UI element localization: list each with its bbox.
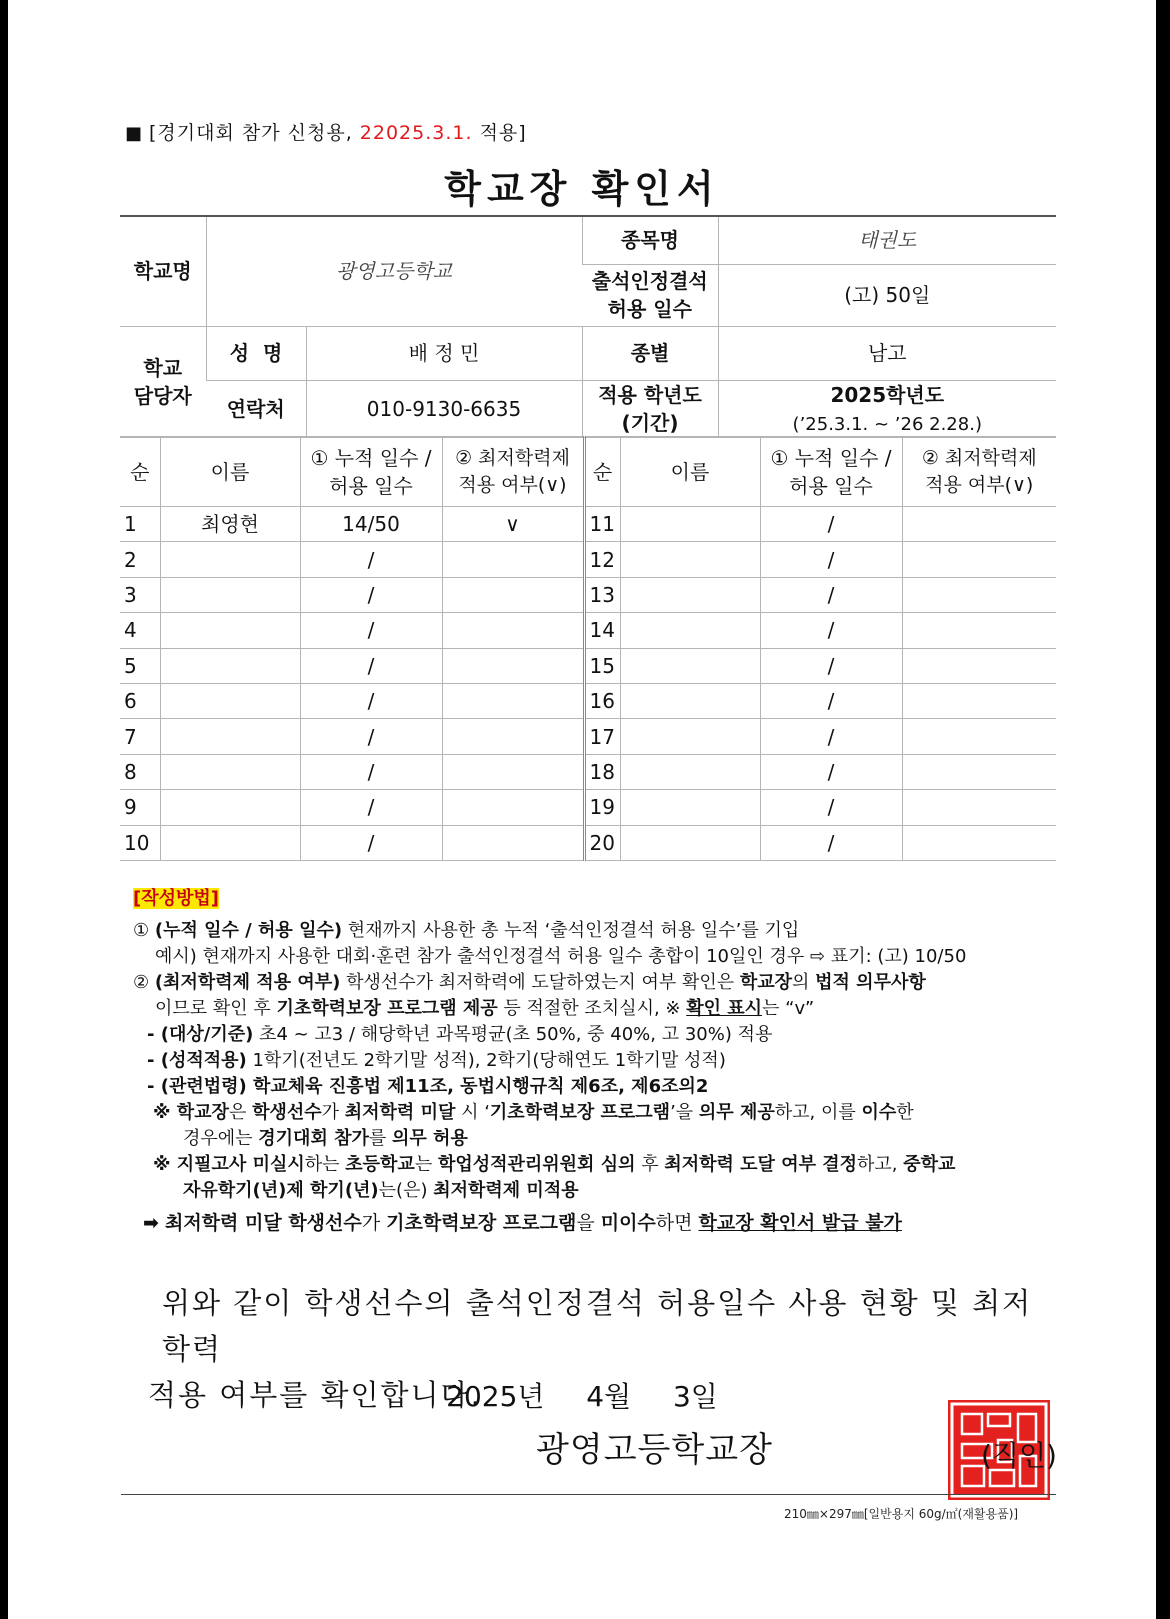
- minimum-check: [902, 754, 1056, 789]
- header-minimum: ② 최저학력제 적용 여부(∨): [442, 437, 584, 507]
- table-row: [120, 613, 1056, 648]
- category-label: 종별: [582, 326, 718, 380]
- instruction-line: - (성적적용) 1학기(전년도 2학기말 성적), 2학기(당해연도 1학기말 성적): [147, 1050, 726, 1071]
- minimum-check: ∨: [442, 507, 584, 542]
- cumulative-days: /: [760, 542, 902, 577]
- square-bullet-icon: ■: [125, 123, 144, 144]
- document-page: [8, 0, 1156, 1619]
- cumulative-days: /: [760, 683, 902, 718]
- student-name: [160, 683, 300, 718]
- category-value: 남고: [718, 326, 1056, 380]
- student-name: [160, 754, 300, 789]
- header-days: ① 누적 일수 / 허용 일수: [300, 437, 442, 507]
- minimum-check: [902, 507, 1056, 542]
- table-row: [120, 648, 1056, 683]
- row-number: 12: [584, 542, 620, 577]
- student-name: [620, 790, 760, 825]
- absence-allowance-value: (고) 50일: [718, 264, 1056, 326]
- row-number: 19: [584, 790, 620, 825]
- row-number: 6: [120, 683, 160, 718]
- event-value: 태권도: [718, 216, 1056, 264]
- cumulative-days: /: [300, 577, 442, 612]
- student-name: [620, 825, 760, 860]
- table-row: [120, 825, 1056, 860]
- manager-name-value: 배 정 민: [306, 326, 582, 380]
- row-number: 15: [584, 648, 620, 683]
- student-name: [620, 542, 760, 577]
- cumulative-days: /: [300, 790, 442, 825]
- minimum-check: [902, 790, 1056, 825]
- student-name: [160, 719, 300, 754]
- minimum-check: [902, 648, 1056, 683]
- instructions-heading: [작성방법]: [133, 888, 220, 909]
- school-info-table: [120, 215, 1056, 438]
- declaration-text: 위와 같이 학생선수의 출석인정결석 허용일수 사용 현황 및 최저학력 적용 여부를 확인합니다.: [148, 1286, 1033, 1412]
- minimum-check: [902, 825, 1056, 860]
- table-row: [120, 683, 1056, 718]
- instruction-line: 이므로 확인 후 기초학력보장 프로그램 제공 등 적절한 조치실시, ※ 확인 표시는 “v”: [155, 998, 815, 1019]
- minimum-check: [442, 825, 584, 860]
- row-number: 8: [120, 754, 160, 789]
- cumulative-days: /: [760, 719, 902, 754]
- header-days-2: ① 누적 일수 / 허용 일수: [760, 437, 902, 507]
- paper-spec: 210㎜×297㎜[일반용지 60g/㎡(재활용품)]: [784, 1507, 1019, 1521]
- instruction-line: ※ 지필고사 미실시하는 초등학교는 학업성적관리위원회 심의 후 최저학력 도달 여부 결정하고, 중학교: [153, 1154, 956, 1175]
- effective-date: 22025.3.1.: [359, 122, 473, 144]
- header-minimum-2: ② 최저학력제 적용 여부(∨): [902, 437, 1056, 507]
- applied-year-label: 적용 학년도 (기간): [582, 380, 718, 437]
- minimum-check: [902, 542, 1056, 577]
- applied-year-value: 2025학년도 (’25.3.1. ~ ’26 2.28.): [718, 380, 1056, 437]
- minimum-check: [442, 542, 584, 577]
- minimum-check: [902, 577, 1056, 612]
- minimum-check: [442, 683, 584, 718]
- row-number: 1: [120, 507, 160, 542]
- cumulative-days: 14/50: [300, 507, 442, 542]
- row-number: 16: [584, 683, 620, 718]
- cumulative-days: /: [300, 754, 442, 789]
- seal-label: (직인): [981, 1439, 1057, 1472]
- students-header-row: [120, 437, 1056, 507]
- row-number: 4: [120, 613, 160, 648]
- student-name: [620, 507, 760, 542]
- principal-name: 광영고등학교장: [536, 1430, 773, 1470]
- cumulative-days: /: [760, 648, 902, 683]
- school-name-value: 광영고등학교: [206, 216, 582, 326]
- minimum-check: [442, 719, 584, 754]
- instruction-line: 경우에는 경기대회 참가를 의무 허용: [183, 1128, 468, 1149]
- absence-allowance-label: 출석인정결석 허용 일수: [582, 264, 718, 326]
- student-name: [160, 648, 300, 683]
- cumulative-days: /: [300, 683, 442, 718]
- table-row: [120, 507, 1056, 542]
- table-row: [120, 754, 1056, 789]
- cumulative-days: /: [760, 790, 902, 825]
- table-row: [120, 790, 1056, 825]
- page-title: 학교장 확인서: [444, 167, 720, 211]
- header-no: 순: [120, 437, 160, 507]
- student-name: [620, 719, 760, 754]
- header-no-2: 순: [584, 437, 620, 507]
- cumulative-days: /: [760, 825, 902, 860]
- manager-name-label: 성 명: [206, 326, 306, 380]
- row-number: 18: [584, 754, 620, 789]
- school-name-label: 학교명: [120, 216, 206, 326]
- minimum-check: [442, 577, 584, 612]
- row-number: 2: [120, 542, 160, 577]
- contact-label: 연락처: [206, 380, 306, 437]
- instruction-line: 자유학기(년)제 학기(년)는(은) 최저학력제 미적용: [183, 1180, 579, 1201]
- row-number: 3: [120, 577, 160, 612]
- row-number: 9: [120, 790, 160, 825]
- cumulative-days: /: [760, 613, 902, 648]
- students-table: [120, 436, 1056, 861]
- student-name: [620, 683, 760, 718]
- row-number: 7: [120, 719, 160, 754]
- table-row: [120, 719, 1056, 754]
- student-name: [160, 790, 300, 825]
- cumulative-days: /: [300, 542, 442, 577]
- minimum-check: [902, 719, 1056, 754]
- event-label: 종목명: [582, 216, 718, 264]
- instruction-line: ※ 학교장은 학생선수가 최저학력 미달 시 ‘기초학력보장 프로그램’을 의무 제공하고, 이를 이수한: [153, 1102, 914, 1123]
- instruction-line: ② (최저학력제 적용 여부) 학생선수가 최저학력에 도달하였는지 여부 확인은 학교장의 법적 의무사항: [133, 972, 926, 993]
- cumulative-days: /: [300, 613, 442, 648]
- instruction-line: - (관련법령) 학교체육 진흥법 제11조, 동법시행규칙 제6조, 제6조의2: [147, 1076, 709, 1097]
- minimum-check: [442, 613, 584, 648]
- cumulative-days: /: [300, 719, 442, 754]
- student-name: [160, 542, 300, 577]
- student-name: 최영현: [160, 507, 300, 542]
- arrow-box-icon: ➡: [143, 1212, 159, 1234]
- student-name: [620, 754, 760, 789]
- instruction-warning: ➡ 최저학력 미달 학생선수가 기초학력보장 프로그램을 미이수하면 학교장 확인서 발급 불가: [143, 1212, 902, 1234]
- minimum-check: [442, 754, 584, 789]
- student-name: [620, 648, 760, 683]
- student-name: [160, 825, 300, 860]
- row-number: 17: [584, 719, 620, 754]
- minimum-check: [902, 613, 1056, 648]
- header-name: 이름: [160, 437, 300, 507]
- table-row: [120, 542, 1056, 577]
- header-name-2: 이름: [620, 437, 760, 507]
- application-note: ■ [경기대회 참가 신청용, 22025.3.1. 적용]: [125, 122, 527, 144]
- row-number: 20: [584, 825, 620, 860]
- instruction-line: ① (누적 일수 / 허용 일수) 현재까지 사용한 총 누적 ‘출석인정결석 허용 일수’를 기입: [133, 920, 800, 941]
- student-name: [620, 577, 760, 612]
- minimum-check: [442, 648, 584, 683]
- row-number: 5: [120, 648, 160, 683]
- minimum-check: [442, 790, 584, 825]
- cumulative-days: /: [300, 648, 442, 683]
- row-number: 10: [120, 825, 160, 860]
- cumulative-days: /: [760, 577, 902, 612]
- table-row: [120, 577, 1056, 612]
- student-name: [160, 577, 300, 612]
- writing-instructions: [133, 886, 1063, 1236]
- manager-label: 학교 담당자: [120, 326, 206, 437]
- contact-value: 010-9130-6635: [306, 380, 582, 437]
- row-number: 13: [584, 577, 620, 612]
- footer-divider: [121, 1494, 1056, 1495]
- student-name: [160, 613, 300, 648]
- row-number: 11: [584, 507, 620, 542]
- minimum-check: [902, 683, 1056, 718]
- issue-date: 2025년 4월 3일: [446, 1380, 718, 1413]
- instruction-line: 예시) 현재까지 사용한 대회·훈련 참가 출석인정결석 허용 일수 총합이 10일인 경우 ⇨ 표기: (고) 10/50: [155, 946, 967, 967]
- instruction-line: - (대상/기준) 초4 ~ 고3 / 해당학년 과목평균(초 50%, 중 40%, 고 30%) 적용: [147, 1024, 773, 1045]
- cumulative-days: /: [760, 754, 902, 789]
- cumulative-days: /: [760, 507, 902, 542]
- cumulative-days: /: [300, 825, 442, 860]
- row-number: 14: [584, 613, 620, 648]
- student-name: [620, 613, 760, 648]
